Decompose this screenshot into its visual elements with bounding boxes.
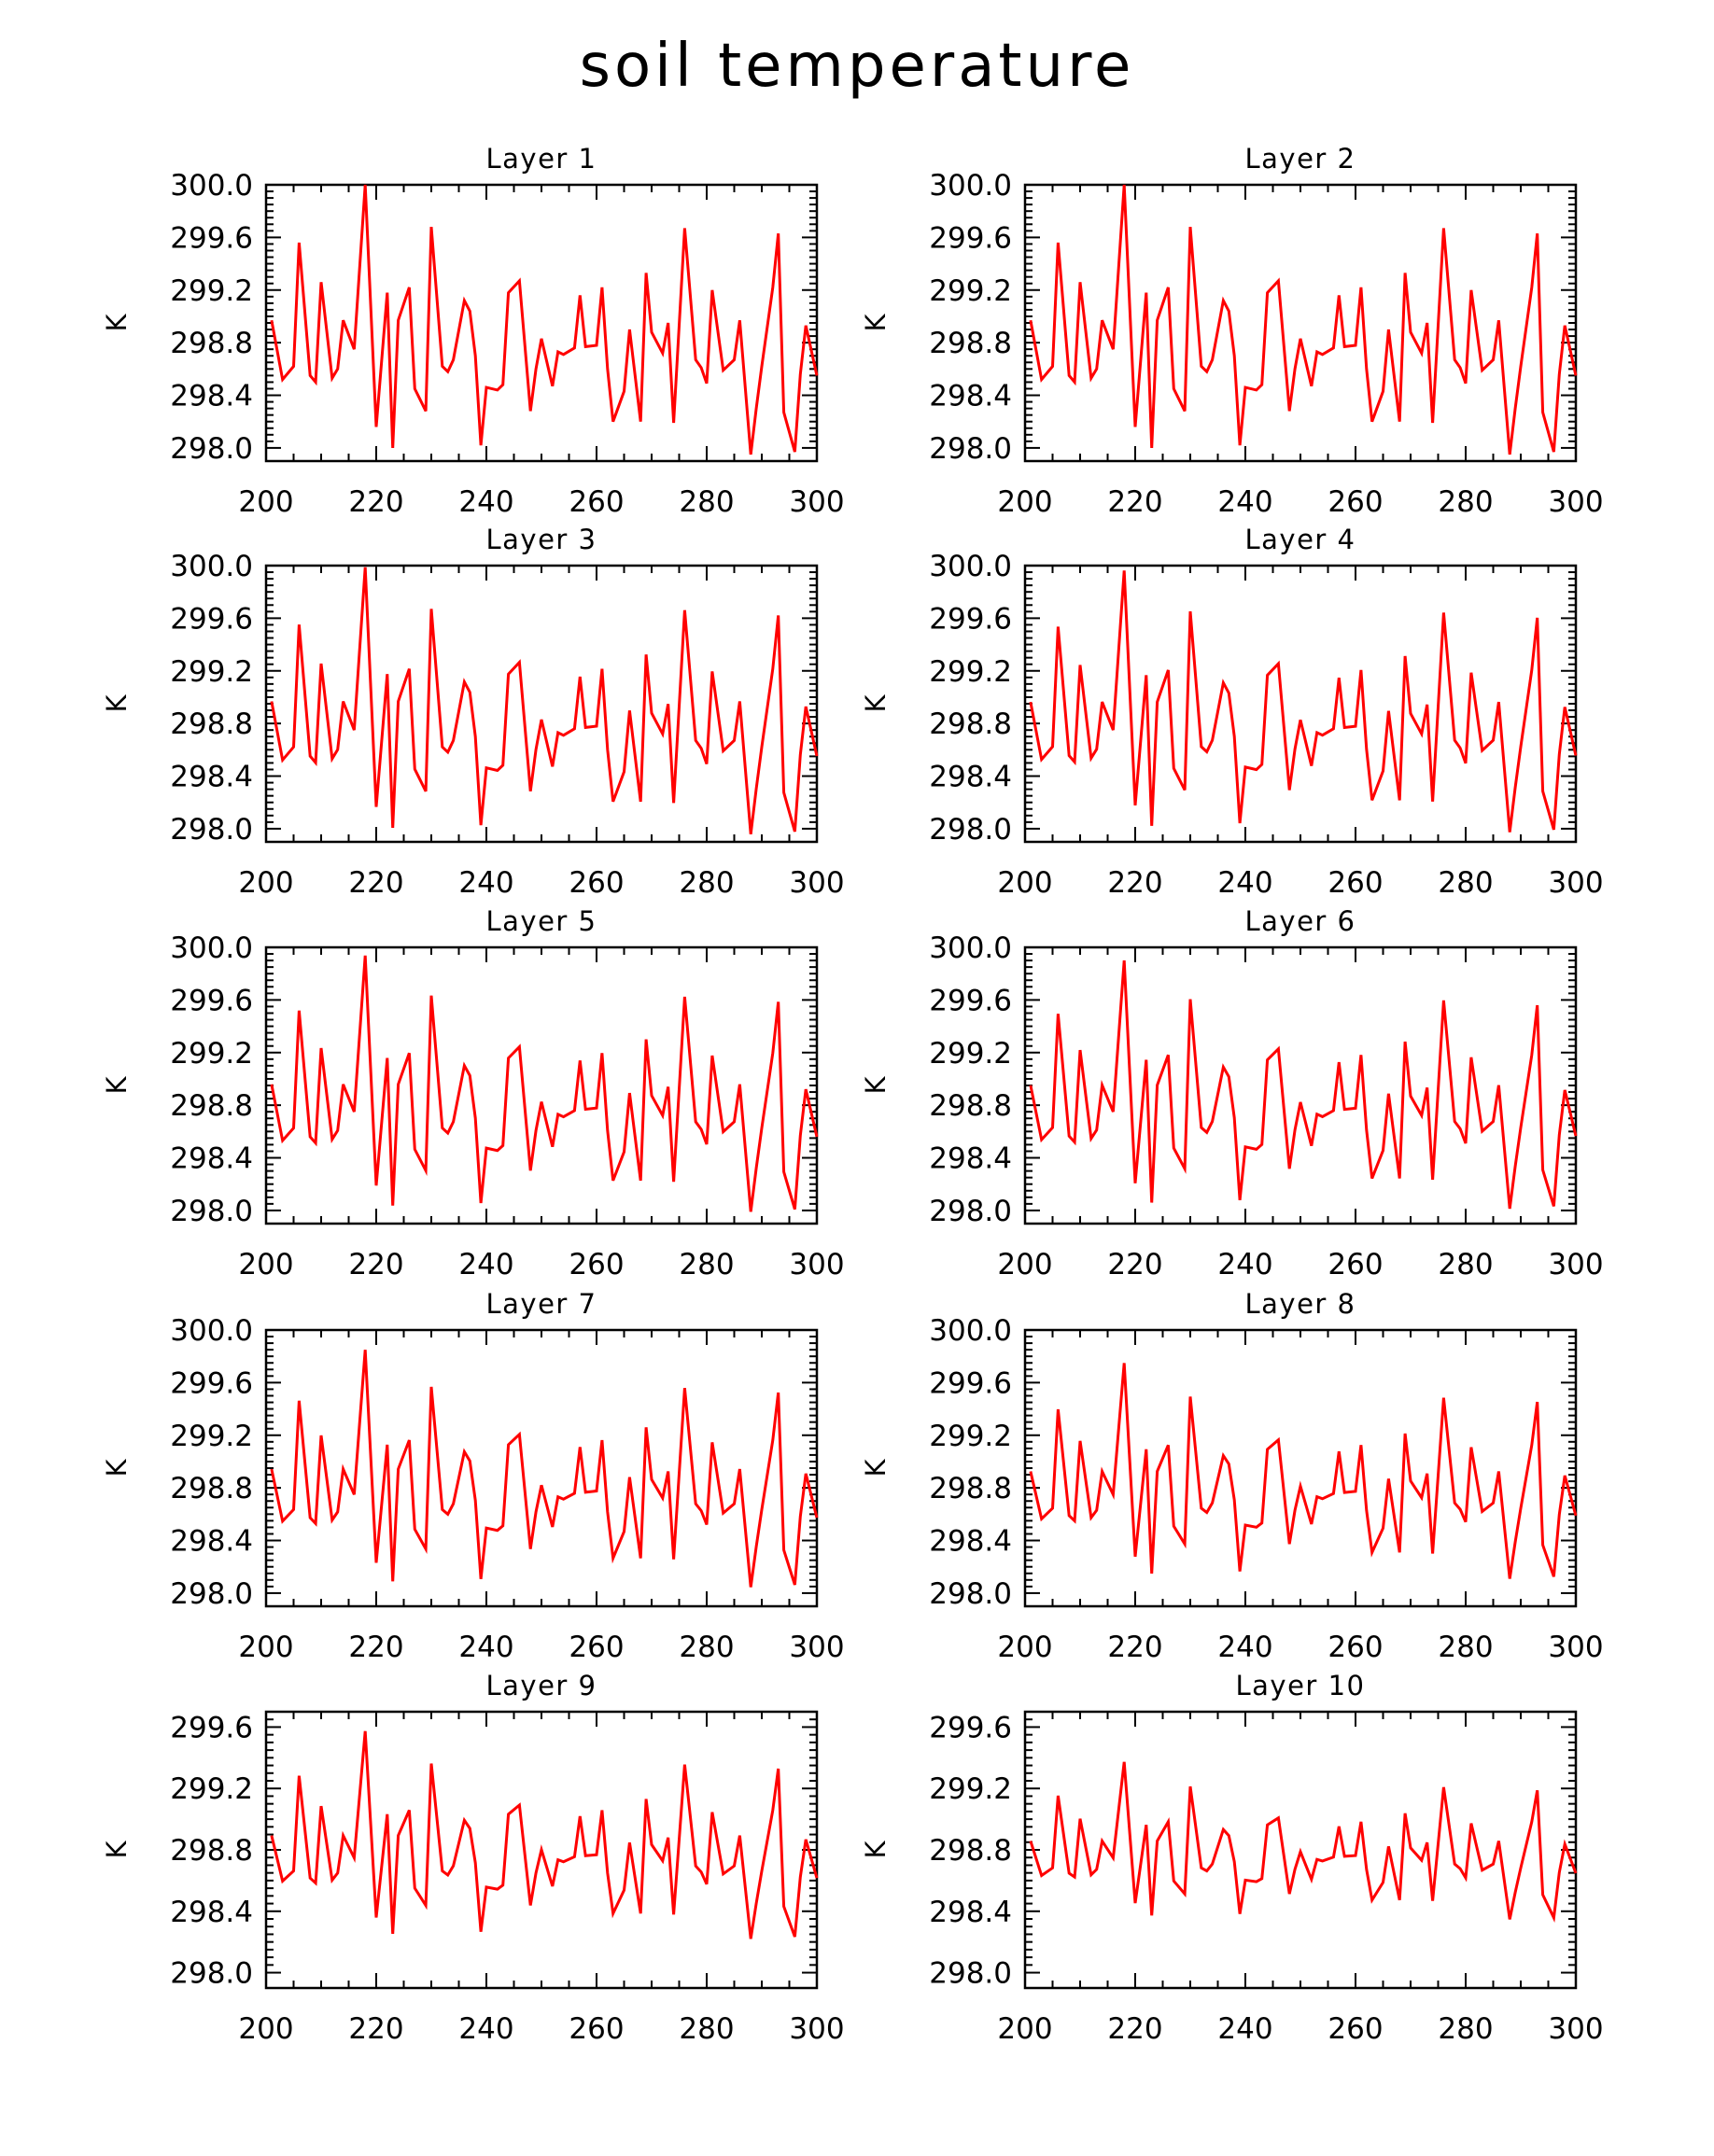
plot-frame <box>1025 1330 1576 1606</box>
x-tick-label: 220 <box>348 866 404 900</box>
x-tick-label: 240 <box>458 866 514 900</box>
y-tick-label: 298.4 <box>929 379 1012 413</box>
y-axis-label: K <box>101 1841 133 1859</box>
y-tick-label: 299.6 <box>170 1366 253 1401</box>
y-tick-label: 299.6 <box>170 602 253 637</box>
y-tick-label: 298.8 <box>929 1089 1012 1124</box>
figure-title: soil temperature <box>579 32 1135 101</box>
y-tick-label: 299.2 <box>170 1772 253 1807</box>
x-tick-label: 200 <box>238 866 294 900</box>
y-axis-label: K <box>101 694 133 713</box>
y-tick-label: 298.8 <box>929 1472 1012 1506</box>
y-tick-label: 298.8 <box>929 327 1012 361</box>
y-tick-label: 299.6 <box>170 984 253 1018</box>
x-tick-label: 300 <box>1548 1248 1604 1281</box>
x-tick-label: 200 <box>238 1631 294 1664</box>
x-tick-label: 260 <box>569 1631 625 1664</box>
x-tick-label: 240 <box>458 2012 514 2046</box>
x-tick-label: 260 <box>569 1248 625 1281</box>
plot-frame <box>1025 566 1576 842</box>
x-tick-label: 240 <box>1217 866 1273 900</box>
x-tick-label: 280 <box>679 2012 735 2046</box>
x-tick-label: 200 <box>997 485 1053 519</box>
x-tick-label: 220 <box>348 1248 404 1281</box>
y-tick-label: 299.6 <box>929 1366 1012 1401</box>
x-tick-label: 200 <box>997 1631 1053 1664</box>
panel-title: Layer 7 <box>485 1288 597 1320</box>
y-tick-label: 299.6 <box>929 221 1012 256</box>
series-line <box>272 1350 817 1587</box>
y-tick-label: 298.0 <box>170 1194 253 1228</box>
x-tick-label: 240 <box>458 1631 514 1664</box>
y-tick-label: 298.4 <box>170 760 253 794</box>
y-tick-label: 298.0 <box>929 1956 1012 1991</box>
panel-layer-8 <box>860 1288 1604 1664</box>
panel-layer-10 <box>860 1670 1604 2046</box>
series-line <box>1031 1762 1576 1920</box>
y-tick-label: 299.6 <box>929 602 1012 637</box>
x-tick-label: 240 <box>1217 485 1273 519</box>
x-tick-label: 260 <box>569 2012 625 2046</box>
x-tick-label: 240 <box>458 1248 514 1281</box>
x-tick-label: 260 <box>569 485 625 519</box>
x-tick-label: 220 <box>1107 2012 1163 2046</box>
series-line <box>1031 185 1576 455</box>
panel-layer-2 <box>860 143 1604 519</box>
y-tick-label: 298.8 <box>170 1089 253 1124</box>
y-tick-label: 298.8 <box>929 707 1012 742</box>
y-tick-label: 298.4 <box>929 1524 1012 1559</box>
x-tick-label: 280 <box>679 485 735 519</box>
panel-layer-9 <box>101 1670 845 2046</box>
y-tick-label: 299.2 <box>170 273 253 308</box>
panel-title: Layer 8 <box>1244 1288 1356 1320</box>
x-tick-label: 260 <box>1328 866 1384 900</box>
panel-title: Layer 4 <box>1244 524 1356 555</box>
x-tick-label: 220 <box>348 1631 404 1664</box>
y-axis-label: K <box>101 314 133 332</box>
x-tick-label: 300 <box>789 866 845 900</box>
plot-frame <box>1025 947 1576 1224</box>
y-tick-label: 300.0 <box>929 931 1012 965</box>
x-tick-label: 220 <box>1107 1248 1163 1281</box>
x-tick-label: 280 <box>1438 1248 1494 1281</box>
x-tick-label: 240 <box>1217 2012 1273 2046</box>
x-tick-label: 300 <box>789 1248 845 1281</box>
series-line <box>272 185 817 455</box>
panel-title: Layer 6 <box>1244 905 1356 937</box>
y-tick-label: 298.4 <box>929 1141 1012 1176</box>
x-tick-label: 220 <box>1107 1631 1163 1664</box>
y-tick-label: 298.4 <box>170 1141 253 1176</box>
x-tick-label: 280 <box>1438 485 1494 519</box>
y-tick-label: 298.0 <box>929 431 1012 466</box>
y-tick-label: 299.2 <box>929 1036 1012 1071</box>
panel-title: Layer 10 <box>1235 1670 1366 1701</box>
panel-layer-4 <box>860 524 1604 900</box>
y-tick-label: 298.4 <box>929 1895 1012 1929</box>
y-tick-label: 298.8 <box>170 707 253 742</box>
y-tick-label: 298.0 <box>929 1576 1012 1611</box>
y-tick-label: 298.4 <box>929 760 1012 794</box>
panel-title: Layer 1 <box>485 143 597 175</box>
y-tick-label: 300.0 <box>929 169 1012 203</box>
y-tick-label: 300.0 <box>170 1314 253 1348</box>
series-line <box>1031 960 1576 1209</box>
panel-layer-3 <box>101 524 845 900</box>
x-tick-label: 300 <box>789 1631 845 1664</box>
panel-title: Layer 5 <box>485 905 597 937</box>
y-tick-label: 299.2 <box>170 654 253 689</box>
x-tick-label: 300 <box>789 2012 845 2046</box>
x-tick-label: 280 <box>679 866 735 900</box>
x-tick-label: 220 <box>348 485 404 519</box>
x-tick-label: 260 <box>1328 1248 1384 1281</box>
y-tick-label: 300.0 <box>929 550 1012 583</box>
y-tick-label: 300.0 <box>170 169 253 203</box>
series-line <box>1031 1363 1576 1578</box>
panel-layer-7 <box>101 1288 845 1664</box>
y-tick-label: 298.4 <box>170 379 253 413</box>
x-tick-label: 300 <box>1548 1631 1604 1664</box>
y-axis-label: K <box>860 694 892 713</box>
x-tick-label: 260 <box>1328 2012 1384 2046</box>
panels <box>101 143 1604 2046</box>
plot-frame <box>266 1330 817 1606</box>
y-tick-label: 299.2 <box>929 1419 1012 1453</box>
y-tick-label: 298.8 <box>170 327 253 361</box>
y-tick-label: 299.6 <box>929 984 1012 1018</box>
x-tick-label: 220 <box>348 2012 404 2046</box>
x-tick-label: 220 <box>1107 485 1163 519</box>
x-tick-label: 280 <box>1438 1631 1494 1664</box>
y-tick-label: 300.0 <box>929 1314 1012 1348</box>
x-tick-label: 200 <box>997 1248 1053 1281</box>
y-tick-label: 299.6 <box>929 1711 1012 1745</box>
y-tick-label: 298.0 <box>929 1194 1012 1228</box>
x-tick-label: 260 <box>569 866 625 900</box>
x-tick-label: 280 <box>1438 2012 1494 2046</box>
x-tick-label: 260 <box>1328 485 1384 519</box>
y-axis-label: K <box>860 1841 892 1859</box>
y-axis-label: K <box>101 1459 133 1477</box>
x-tick-label: 280 <box>679 1248 735 1281</box>
panel-title: Layer 9 <box>485 1670 597 1701</box>
panel-title: Layer 2 <box>1244 143 1356 175</box>
y-axis-label: K <box>860 1076 892 1095</box>
panel-layer-5 <box>101 905 845 1281</box>
x-tick-label: 200 <box>997 2012 1053 2046</box>
x-tick-label: 300 <box>1548 2012 1604 2046</box>
x-tick-label: 280 <box>679 1631 735 1664</box>
panel-layer-6 <box>860 905 1604 1281</box>
y-tick-label: 299.6 <box>170 221 253 256</box>
y-tick-label: 298.4 <box>170 1524 253 1559</box>
series-line <box>272 956 817 1212</box>
y-tick-label: 299.6 <box>170 1711 253 1745</box>
plot-frame <box>1025 185 1576 461</box>
y-tick-label: 299.2 <box>170 1036 253 1071</box>
y-tick-label: 298.0 <box>170 431 253 466</box>
x-tick-label: 300 <box>789 485 845 519</box>
x-tick-label: 300 <box>1548 485 1604 519</box>
x-tick-label: 300 <box>1548 866 1604 900</box>
y-tick-label: 299.2 <box>929 273 1012 308</box>
series-line <box>272 567 817 834</box>
panel-title: Layer 3 <box>485 524 597 555</box>
y-tick-label: 298.4 <box>170 1895 253 1929</box>
y-tick-label: 298.0 <box>929 812 1012 847</box>
x-tick-label: 200 <box>238 485 294 519</box>
x-tick-label: 220 <box>1107 866 1163 900</box>
x-tick-label: 280 <box>1438 866 1494 900</box>
y-tick-label: 299.2 <box>929 1772 1012 1807</box>
y-tick-label: 298.0 <box>170 812 253 847</box>
y-tick-label: 299.2 <box>929 654 1012 689</box>
series-line <box>272 1731 817 1939</box>
x-tick-label: 240 <box>1217 1248 1273 1281</box>
y-tick-label: 298.8 <box>170 1834 253 1868</box>
y-tick-label: 298.0 <box>170 1956 253 1991</box>
y-axis-label: K <box>860 314 892 332</box>
x-tick-label: 200 <box>238 2012 294 2046</box>
y-tick-label: 298.0 <box>170 1576 253 1611</box>
x-tick-label: 200 <box>238 1248 294 1281</box>
plot-frame <box>266 947 817 1224</box>
x-tick-label: 200 <box>997 866 1053 900</box>
series-line <box>1031 570 1576 832</box>
y-axis-label: K <box>101 1076 133 1095</box>
plot-frame <box>266 566 817 842</box>
x-tick-label: 260 <box>1328 1631 1384 1664</box>
y-axis-label: K <box>860 1459 892 1477</box>
x-tick-label: 240 <box>458 485 514 519</box>
y-tick-label: 298.8 <box>929 1834 1012 1868</box>
x-tick-label: 240 <box>1217 1631 1273 1664</box>
y-tick-label: 298.8 <box>170 1472 253 1506</box>
y-tick-label: 300.0 <box>170 931 253 965</box>
panel-layer-1 <box>101 143 845 519</box>
plot-frame <box>266 185 817 461</box>
y-tick-label: 299.2 <box>170 1419 253 1453</box>
y-tick-label: 300.0 <box>170 550 253 583</box>
